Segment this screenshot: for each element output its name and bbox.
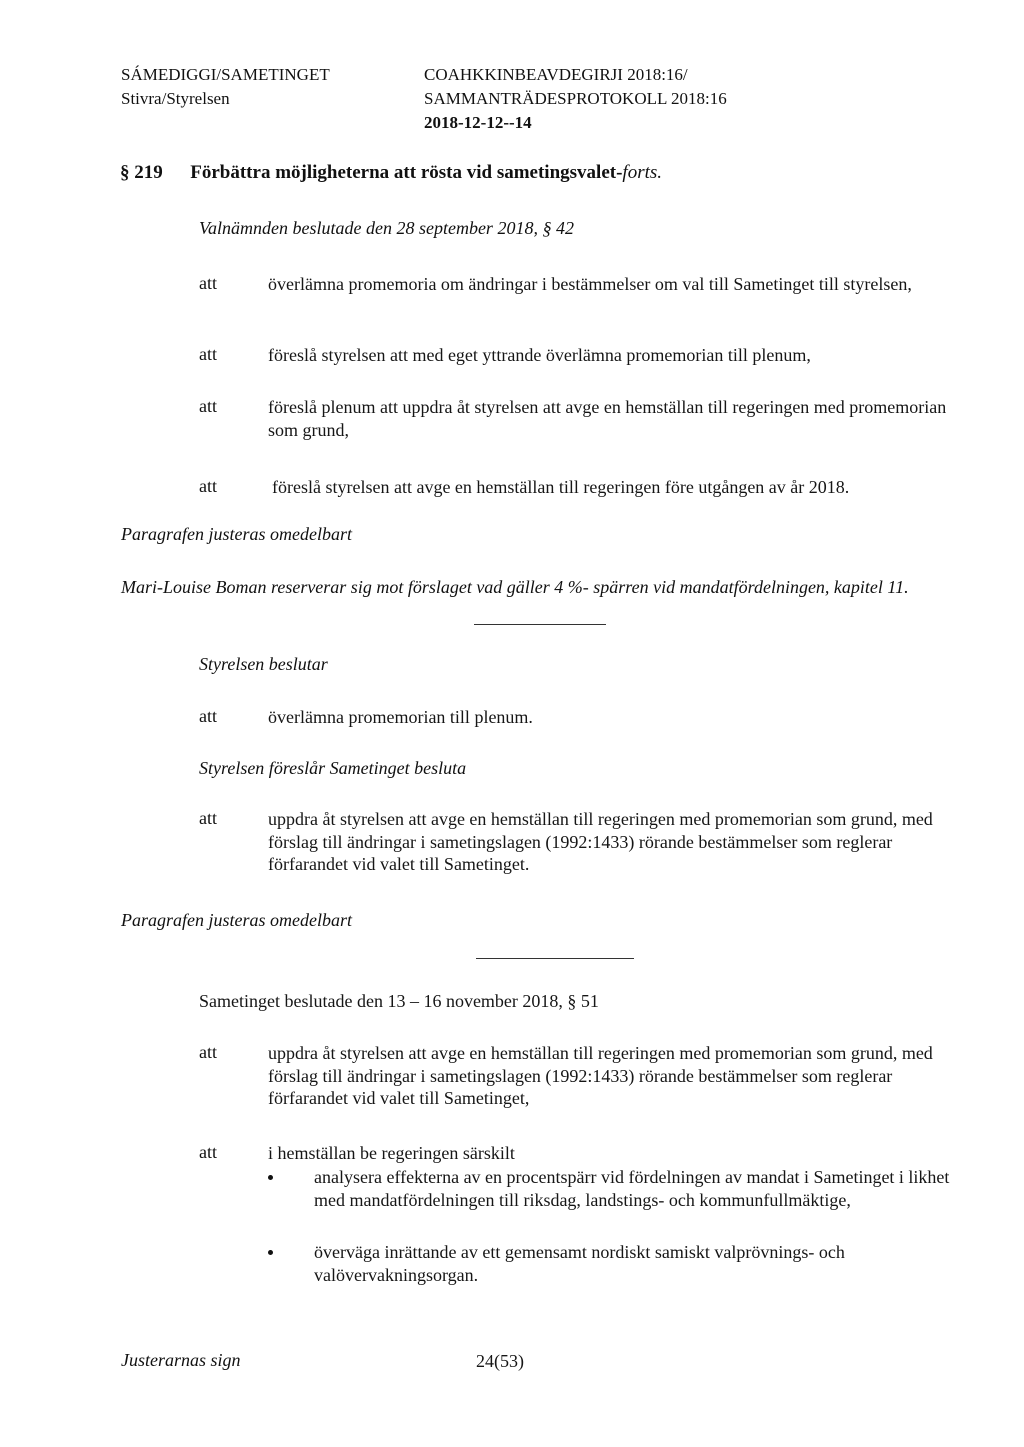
header-org: SÁMEDIGGI/SAMETINGET [121,65,330,84]
att-label: att [199,1142,217,1162]
sametinget-item-1: uppdra åt styrelsen att avge en hemställan till regeringen med promemorian som grund, med förslag till ändringar i sametingslagen (1992:1433) rörande bestämmelser som reglerar förfarandet vid valet till Sametinget, [268,1043,933,1108]
header-unit: Stivra/Styrelsen [121,89,230,108]
valnamnd-item-3: föreslå plenum att uppdra åt styrelsen att avge en hemställan till regeringen med promemorian som grund, [268,397,947,440]
styrelsen-foreslar-item: uppdra åt styrelsen att avge en hemställan till regeringen med promemorian som grund, med förslag till ändringar i sametingslagen (1992:1433) rörande bestämmelser som reglerar förfarandet vid valet till Sametinget. [268,809,933,874]
att-label: att [199,1042,217,1062]
signature-label: Justerarnas sign [121,1350,241,1370]
bullet-icon [268,1250,273,1255]
att-label: att [199,396,217,416]
section-title: Förbättra möjligheterna att rösta vid sametingsvalet- [190,162,623,183]
att-label: att [199,344,217,364]
list-item: överväga inrättande av ett gemensamt nordiskt samiskt valprövnings- och valövervakningsorgan. [264,1241,954,1286]
reservation-note: Mari-Louise Boman reserverar sig mot förslaget vad gäller 4 %- spärren vid mandatfördelningen, kapitel 11. [121,577,909,597]
list-item: analysera effekterna av en procentspärr vid fördelningen av mandat i Sametinget i likhet med mandatfördelningen till riksdag, landstings- och kommunfullmäktige, [264,1166,954,1211]
page-number: 24(53) [476,1351,524,1371]
section-heading [120,162,662,184]
att-label: att [199,808,217,828]
att-label: att [199,706,217,726]
header-protocol: SAMMANTRÄDESPROTOKOLL 2018:16 [424,89,727,108]
styrelsen-beslutar-item: överlämna promemorian till plenum. [268,707,533,727]
section-symbol: § [120,162,130,183]
valnamnd-item-4: föreslå styrelsen att avge en hemställan till regeringen före utgången av år 2018. [272,477,850,497]
valnamnd-item-1: överlämna promemoria om ändringar i bestämmelser om val till Sametinget till styrelsen, [268,274,912,294]
header-dates: 2018-12-12--14 [424,113,532,132]
att-label: att [199,476,217,496]
att-label: att [199,273,217,293]
section-title-suffix: forts. [622,162,663,183]
justering-note: Paragrafen justeras omedelbart [121,910,352,930]
bullet-icon [268,1175,273,1180]
styrelsen-beslutar-heading: Styrelsen beslutar [199,654,328,674]
bullet-list [264,1166,954,1286]
sametinget-item-2: i hemställan be regeringen särskilt [268,1143,515,1163]
valnamnd-heading: Valnämnden beslutade den 28 september 2018, § 42 [199,218,574,238]
sametinget-heading: Sametinget beslutade den 13 – 16 november 2018, § 51 [199,991,599,1011]
justering-note: Paragrafen justeras omedelbart [121,524,352,544]
divider [474,624,606,625]
section-number: 219 [134,162,163,183]
valnamnd-item-2: föreslå styrelsen att med eget yttrande överlämna promemorian till plenum, [268,345,811,365]
styrelsen-foreslar-heading: Styrelsen föreslår Sametinget besluta [199,758,467,778]
divider [476,958,634,959]
header-doc-ref: COAHKKINBEAVDEGIRJI 2018:16/ [424,65,688,84]
